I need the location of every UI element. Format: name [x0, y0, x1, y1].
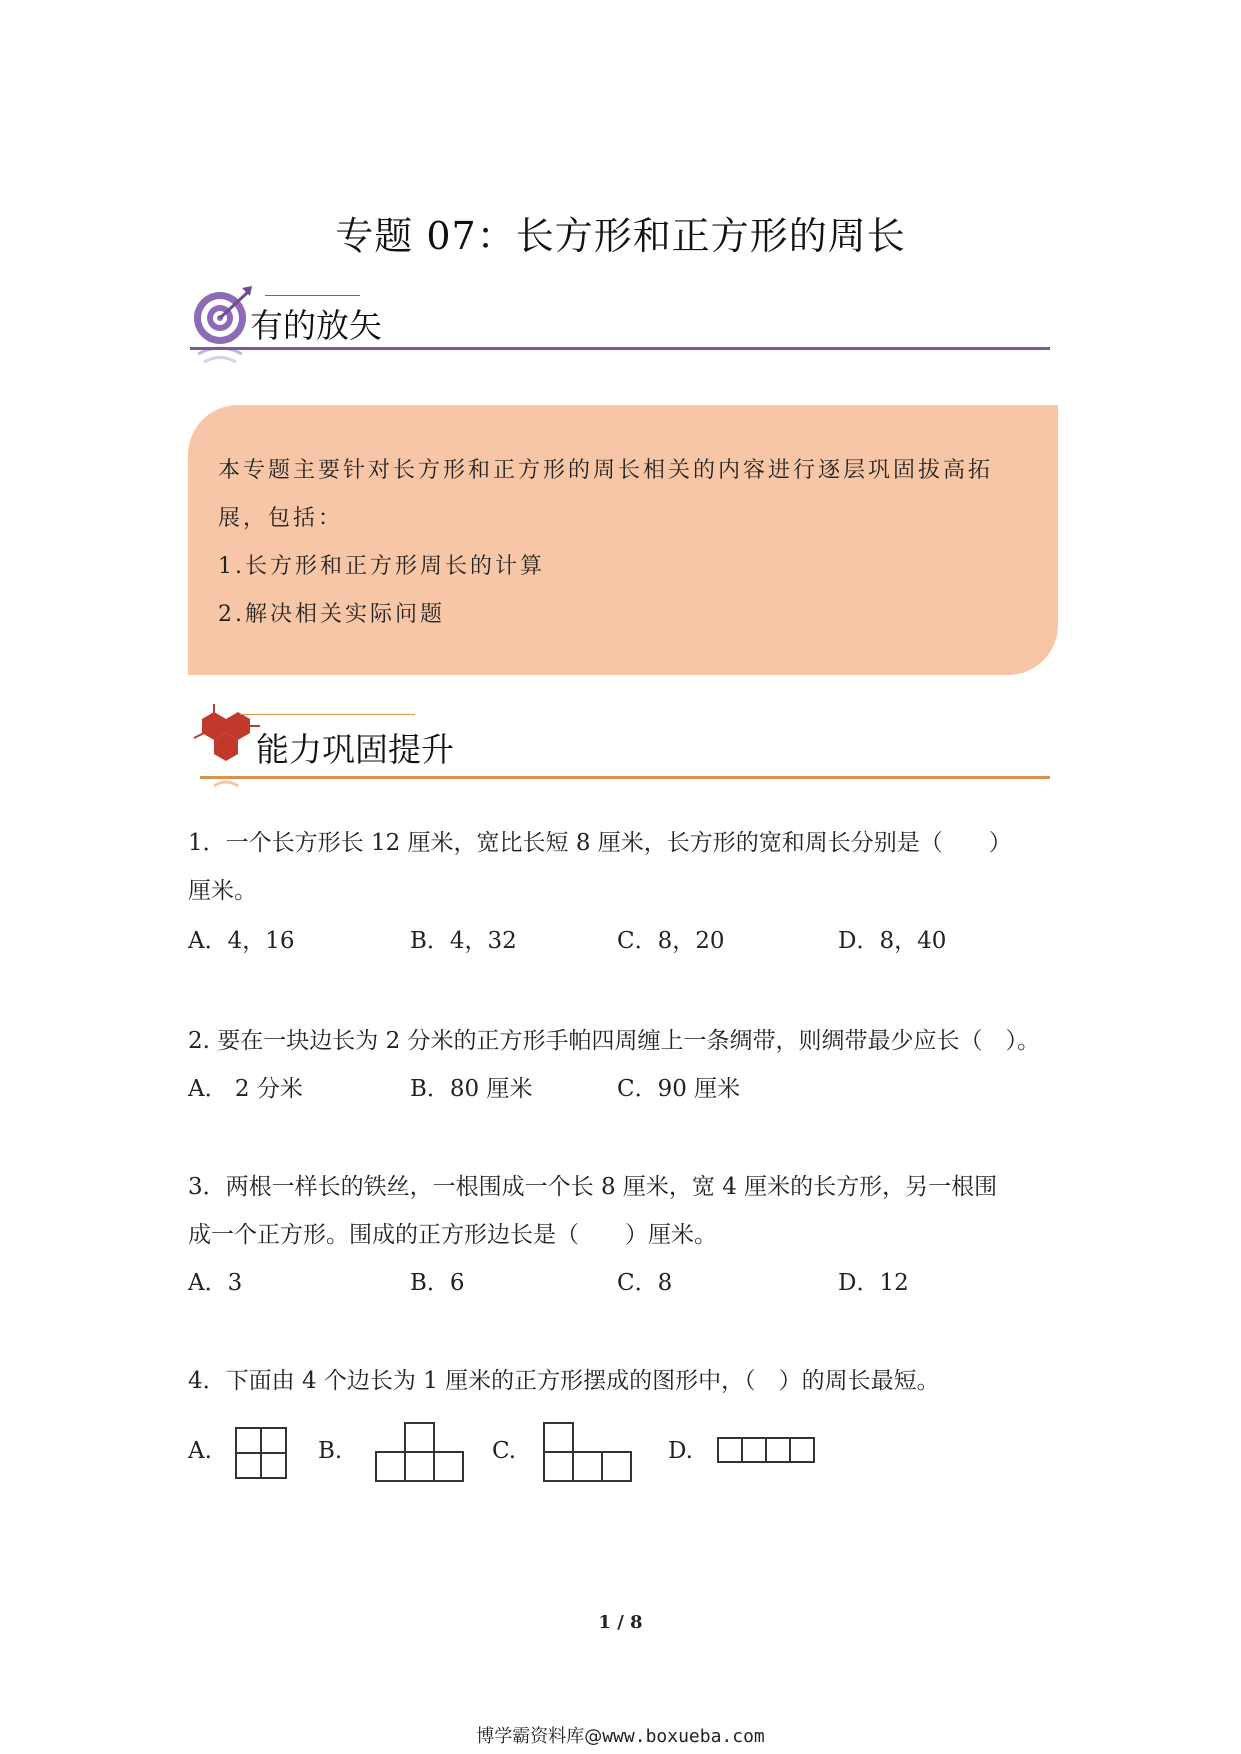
- section-heading-label: 有的放矢: [250, 306, 382, 345]
- section-divider: [190, 347, 1050, 350]
- intro-line: 展，包括：: [218, 506, 344, 531]
- question-4-option-b: B.: [318, 1438, 343, 1464]
- section-heading-goal: [190, 282, 1060, 372]
- section-heading-label: 能力巩固提升: [256, 730, 454, 769]
- question-4-option-d: D.: [668, 1438, 693, 1464]
- question-2-option-a: A． 2 分米: [188, 1076, 303, 1102]
- intro-line: 1.长方形和正方形周长的计算: [218, 554, 545, 579]
- footer-watermark: [0, 1722, 1241, 1748]
- question-3-line: 成一个正方形。围成的正方形边长是（ ）厘米。: [188, 1222, 717, 1248]
- question-2-option-b: B．80 厘米: [410, 1076, 533, 1102]
- question-1-line: 1．一个长方形长 12 厘米，宽比长短 8 厘米，长方形的宽和周长分别是（ ）: [188, 830, 1012, 856]
- intro-line: 本专题主要针对长方形和正方形的周长相关的内容进行逐层巩固拔高拓: [218, 458, 994, 483]
- question-1-line: 厘米。: [188, 878, 257, 904]
- question-4-option-c: C.: [492, 1438, 517, 1464]
- section-heading-practice: [190, 700, 1060, 790]
- section-divider: [200, 776, 1050, 779]
- question-4-line: 4．下面由 4 个边长为 1 厘米的正方形摆成的图形中，（ ）的周长最短。: [188, 1368, 940, 1394]
- question-2-line: 2. 要在一块边长为 2 分米的正方形手帕四周缠上一条绸带，则绸带最少应长（ ）。: [188, 1028, 1041, 1054]
- intro-line: 2.解决相关实际问题: [218, 602, 445, 627]
- question-4-option-a: A.: [188, 1438, 212, 1464]
- question-3-option-a: A．3: [188, 1270, 243, 1296]
- question-1-option-b: B．4，32: [410, 928, 517, 954]
- question-3-option-c: C．8: [617, 1270, 673, 1296]
- footer-site: www.boxueba.com: [602, 1726, 765, 1747]
- question-3-option-d: D．12: [838, 1270, 909, 1296]
- question-1-option-a: A．4，16: [188, 928, 295, 954]
- figure-2x2-square: [230, 1422, 292, 1482]
- intro-box: [188, 405, 1058, 675]
- page-number: 1 / 8: [598, 1612, 643, 1633]
- question-3-option-b: B．6: [410, 1270, 465, 1296]
- figure-l-shape: [540, 1418, 636, 1488]
- figure-t-shape: [372, 1418, 468, 1488]
- figure-1x4-row: [712, 1432, 822, 1468]
- question-1-option-d: D．8，40: [838, 928, 947, 954]
- footer-prefix: 博学霸资料库@: [476, 1726, 603, 1747]
- question-2-option-c: C．90 厘米: [617, 1076, 741, 1102]
- question-3-line: 3．两根一样长的铁丝，一根围成一个长 8 厘米，宽 4 厘米的长方形，另一根围: [188, 1174, 998, 1200]
- page-title: 专题 07：长方形和正方形的周长: [335, 214, 906, 258]
- question-1-option-c: C．8，20: [617, 928, 725, 954]
